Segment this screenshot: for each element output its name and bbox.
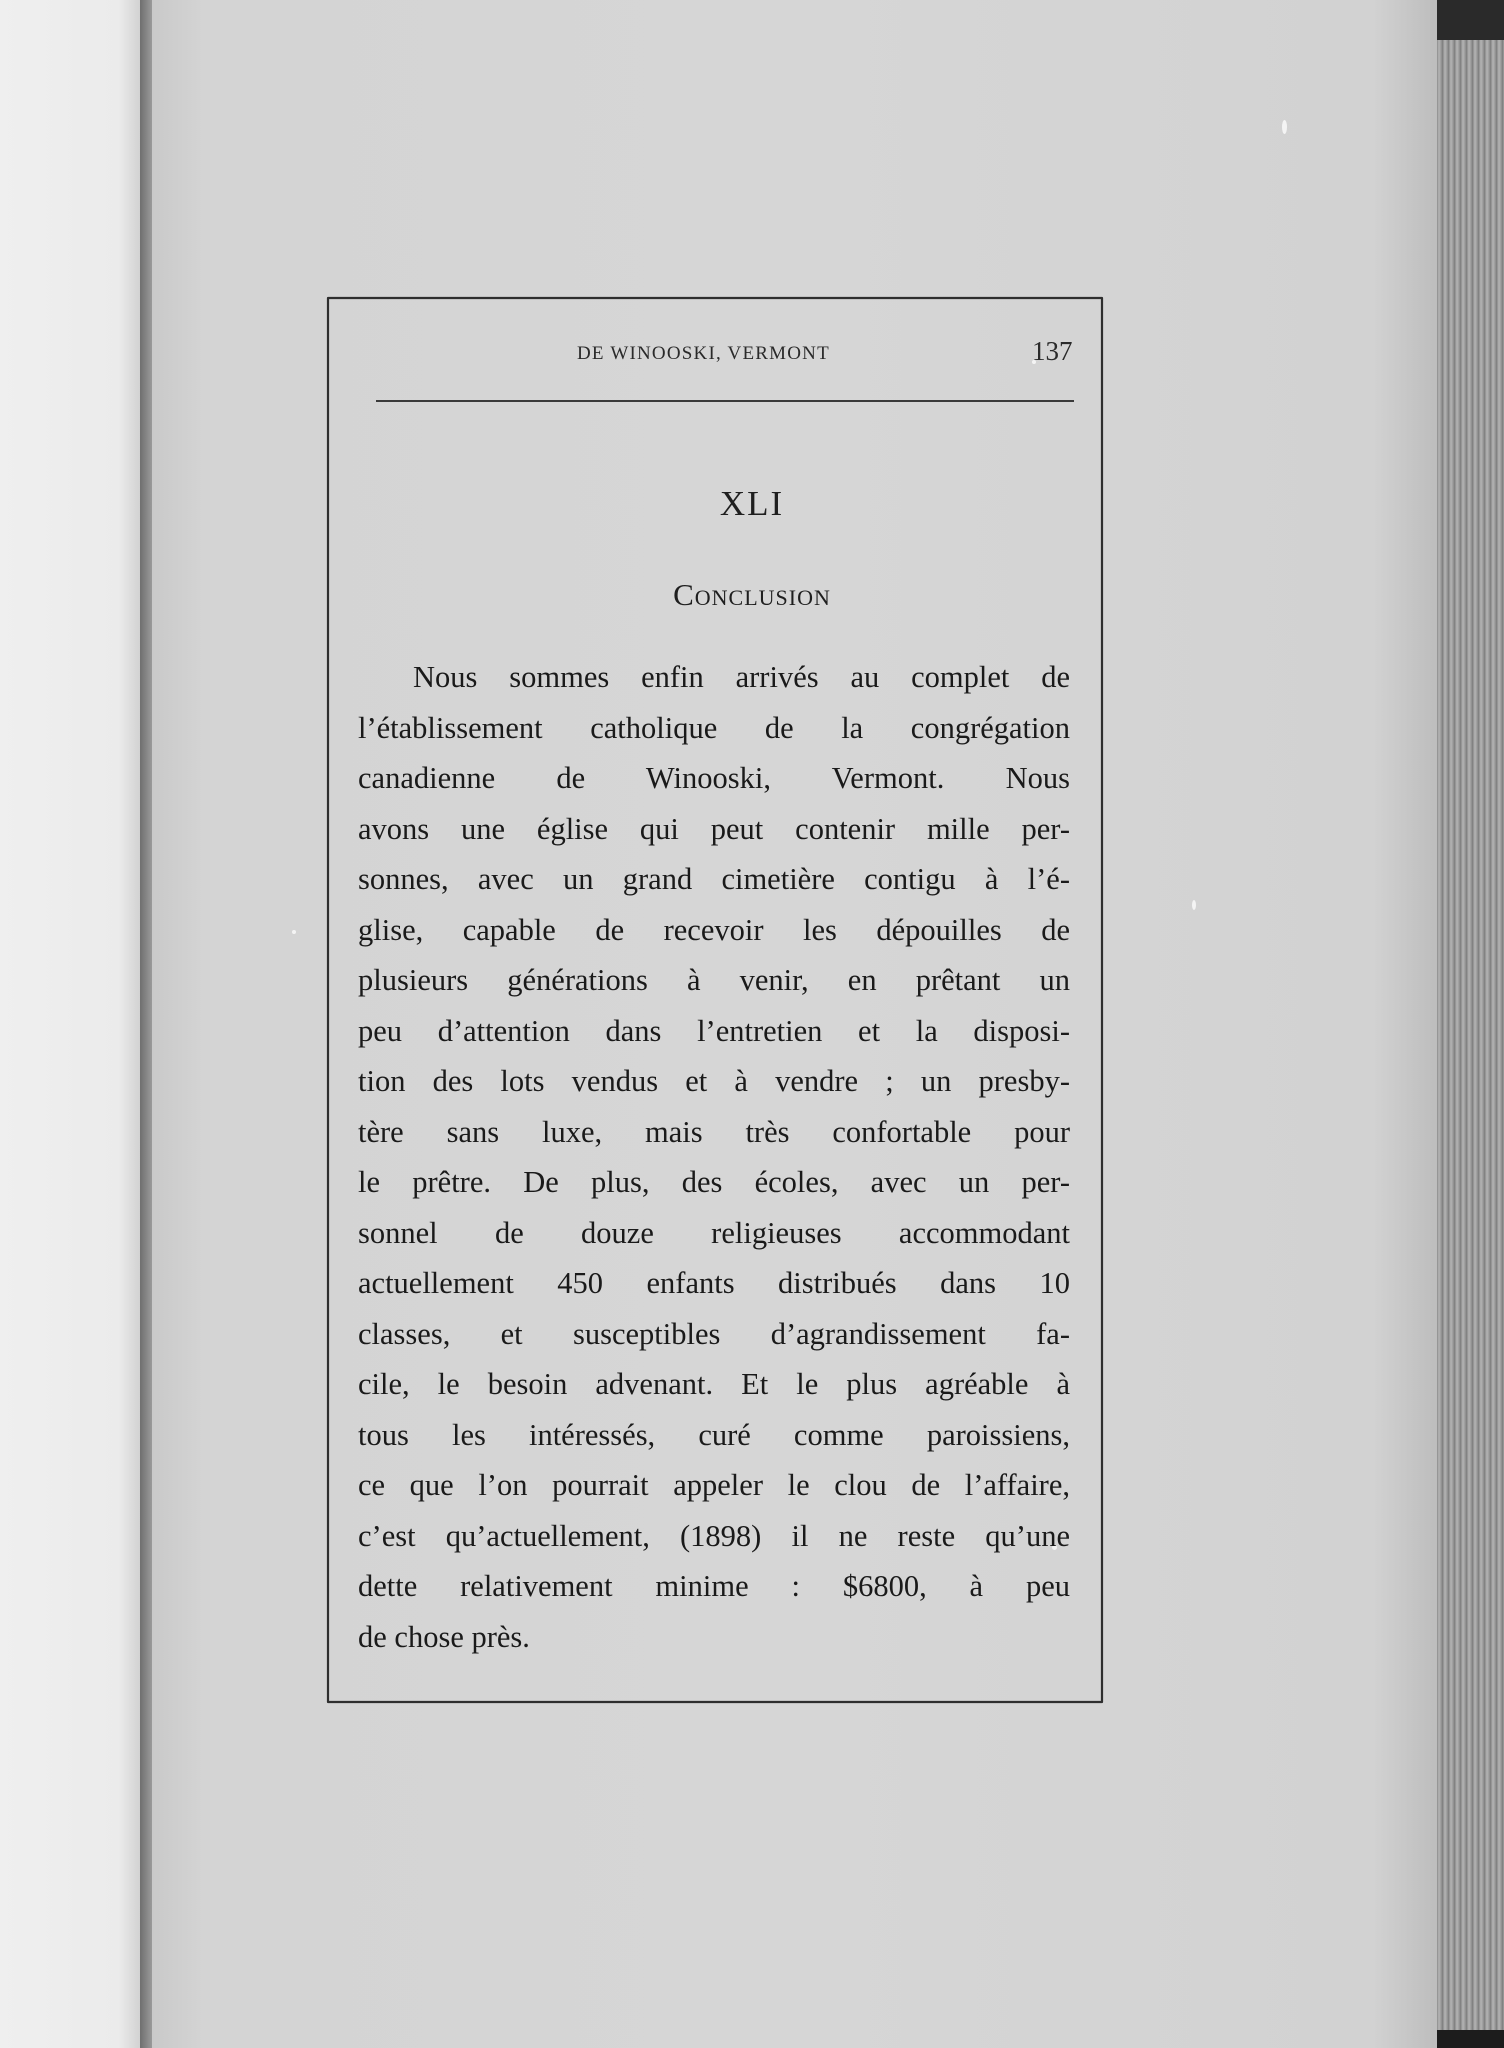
book-gutter [140, 0, 152, 2048]
page-number: 137 [1032, 336, 1073, 366]
text-line: glise, capable de recevoir les dépouilles de [358, 912, 1070, 947]
paper-speck [1282, 120, 1287, 134]
text-line: classes, et susceptibles d’agrandissement fa- [358, 1316, 1070, 1351]
text-line: c’est qu’actuellement, (1898) il ne reste qu’une [358, 1518, 1070, 1553]
body-paragraph [358, 652, 1070, 1662]
chapter-title-wrap [0, 577, 1504, 613]
text-line: peu d’attention dans l’entretien et la disposi- [358, 1013, 1070, 1048]
text-line: tère sans luxe, mais très confortable pour [358, 1114, 1070, 1149]
text-line: cile, le besoin advenant. Et le plus agréable à [358, 1367, 1070, 1401]
text-line: Nous sommes enfin arrivés au complet de [413, 660, 1070, 694]
text-line: de chose près. [358, 1619, 530, 1654]
text-line: ce que l’on pourrait appeler le clou de l’affaire, [358, 1468, 1070, 1502]
text-line: tion des lots vendus et à vendre ; un presby- [358, 1064, 1070, 1098]
text-line: tous les intéressés, curé comme paroissiens, [358, 1417, 1070, 1452]
text-line: avons une église qui peut contenir mille per- [358, 811, 1070, 846]
paper-speck [292, 930, 296, 934]
text-line: sonnes, avec un grand cimetière contigu à l’é- [358, 862, 1070, 896]
paper-speck [1192, 900, 1196, 910]
running-head: DE WINOOSKI, VERMONT [577, 343, 830, 364]
text-line: le prêtre. De plus, des écoles, avec un per- [358, 1165, 1070, 1199]
text-line: dette relativement minime : $6800, à peu [358, 1569, 1070, 1603]
book-page-edges [1437, 40, 1504, 2030]
text-line: canadienne de Winooski, Vermont. Nous [358, 761, 1070, 795]
chapter-title: Conclusion [673, 577, 831, 612]
header-rule [376, 400, 1074, 402]
book-edge-top [1437, 0, 1504, 40]
text-line: sonnel de douze religieuses accommodant [358, 1215, 1070, 1250]
text-line: l’établissement catholique de la congrégation [358, 710, 1070, 745]
text-line: plusieurs générations à venir, en prêtant un [358, 963, 1070, 997]
chapter-number: XLI [719, 484, 785, 523]
text-line: actuellement 450 enfants distribués dans 10 [358, 1266, 1070, 1300]
facing-page [0, 0, 140, 2048]
